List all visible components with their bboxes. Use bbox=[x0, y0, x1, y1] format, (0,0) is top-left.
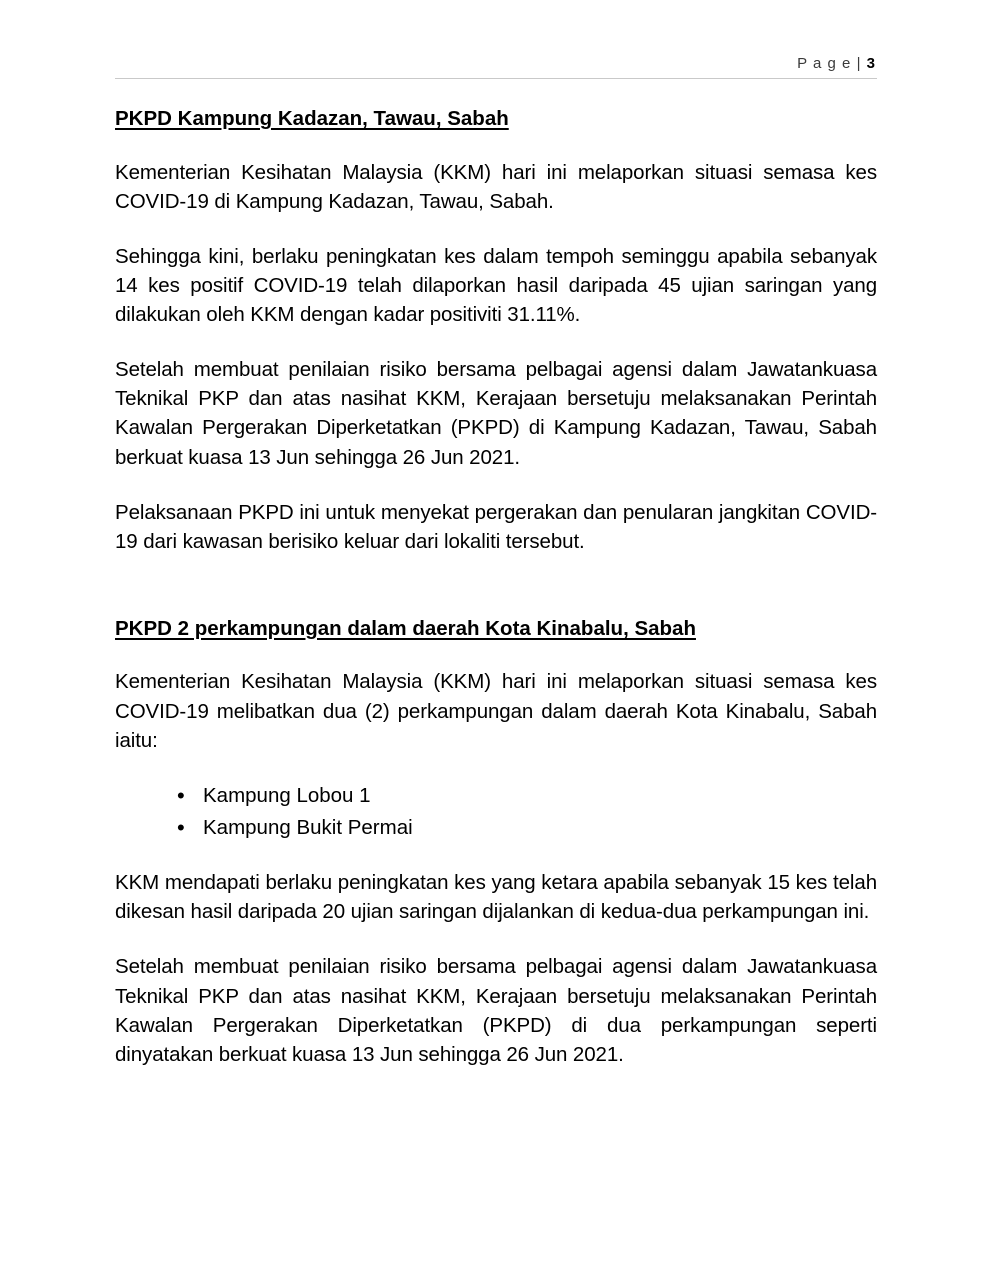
list-perkampungan bbox=[115, 781, 877, 842]
paragraph-peningkatan-kes-kota-kinabalu: KKM mendapati berlaku peningkatan kes yang ketara apabila sebanyak 15 kes telah dikesan hasil daripada 20 ujian saringan dijalankan di kedua-dua perkampungan ini. bbox=[115, 871, 877, 924]
page-number: 3 bbox=[866, 55, 875, 72]
paragraph-penilaian-risiko-kota-kinabalu: Setelah membuat penilaian risiko bersama pelbagai agensi dalam Jawatankuasa Teknikal PKP dan atas nasihat KKM, Kerajaan bersetuju melaksanakan Perintah Kawalan Pergerakan Diperketatkan (PKPD) di dua perkampungan seperti dinyatakan berkuat kuasa 13 Jun sehingga 26 Jun 2021. bbox=[115, 955, 877, 1066]
paragraph-peningkatan-kes-kampung-kadazan: Sehingga kini, berlaku peningkatan kes dalam tempoh seminggu apabila sebanyak 14 kes positif COVID-19 telah dilaporkan hasil daripada 45 ujian saringan yang dilakukan oleh KKM dengan kadar positiviti 31.11%. bbox=[115, 244, 877, 327]
page-header-text bbox=[797, 55, 877, 72]
page-label: P a g e bbox=[797, 55, 852, 72]
paragraph-penilaian-risiko-kampung-kadazan: Setelah membuat penilaian risiko bersama pelbagai agensi dalam Jawatankuasa Teknikal PKP dan atas nasihat KKM, Kerajaan bersetuju melaksanakan Perintah Kawalan Pergerakan Diperketatkan (PKPD) di Kampung Kadazan, Tawau, Sabah berkuat kuasa 13 Jun sehingga 26 Jun 2021. bbox=[115, 358, 877, 469]
list-item: • Kampung Lobou 1 bbox=[177, 781, 877, 811]
paragraph-pelaksanaan-pkpd-kampung-kadazan: Pelaksanaan PKPD ini untuk menyekat pergerakan dan penularan jangkitan COVID-19 dari kawasan berisiko keluar dari lokaliti tersebut. bbox=[115, 500, 877, 553]
list-item: • Kampung Bukit Permai bbox=[177, 813, 877, 843]
page-header bbox=[115, 55, 877, 79]
paragraph-situasi-kampung-kadazan: Kementerian Kesihatan Malaysia (KKM) hari ini melaporkan situasi semasa kes COVID-19 di Kampung Kadazan, Tawau, Sabah. bbox=[115, 160, 877, 213]
page-separator: | bbox=[856, 55, 862, 72]
section-heading-pkpd-kampung-kadazan: PKPD Kampung Kadazan, Tawau, Sabah bbox=[115, 107, 509, 130]
section-heading-pkpd-kota-kinabalu: PKPD 2 perkampungan dalam daerah Kota Kinabalu, Sabah bbox=[115, 616, 696, 640]
header-divider bbox=[115, 78, 877, 79]
document-body bbox=[115, 106, 877, 1095]
paragraph-situasi-kota-kinabalu: Kementerian Kesihatan Malaysia (KKM) hari ini melaporkan situasi semasa kes COVID-19 melibatkan dua (2) perkampungan dalam daerah Kota Kinabalu, Sabah iaitu: bbox=[115, 670, 877, 752]
